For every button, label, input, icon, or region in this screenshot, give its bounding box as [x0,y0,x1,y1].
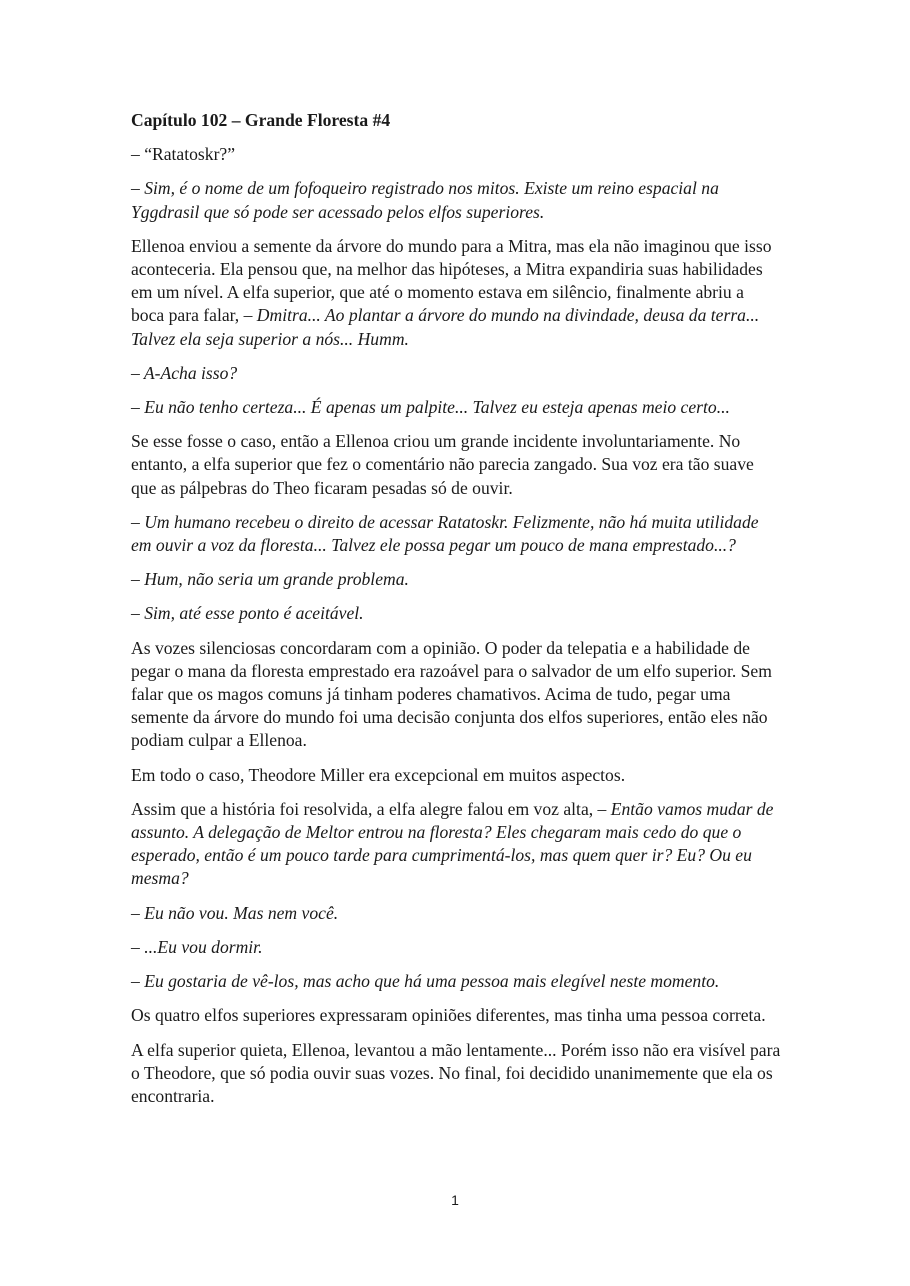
page-number: 1 [451,1192,459,1208]
italic-text: – A-Acha isso? [131,362,238,383]
italic-text: – Hum, não seria um grande problema. [131,569,409,590]
text-run: A elfa superior quieta, Ellenoa, levantou a mão lentamente... Porém isso não era visível para o Theodore, que só podia ouvir suas vozes. No final, foi decidido unanimemente que ela os encontraria. [131,1039,781,1106]
text-run: – “Ratatoskr?” [131,144,236,165]
paragraph [131,177,781,223]
italic-text: – Um humano recebeu o direito de acessar Ratatoskr. Felizmente, não há muita utilidade em ouvir a voz da floresta... Talvez ele possa pegar um pouco de mana emprestado...? [131,511,759,556]
paragraph [131,764,781,787]
chapter-title: Capítulo 102 – Grande Floresta #4 [131,110,391,130]
text-run: Em todo o caso, Theodore Miller era excepcional em muitos aspectos. [131,764,626,785]
text-run: Assim que a história foi resolvida, a elfa alegre falou em voz alta, – [131,798,611,819]
italic-text: – Eu não vou. Mas nem você. [131,902,339,923]
paragraph [131,568,781,591]
paragraph [131,396,781,419]
italic-text: Então vamos mudar de assunto. A delegação de Meltor entrou na floresta? Eles chegaram mais cedo do que o esperado, então é um pouco tarde para cumprimentá-los, mas quem quer ir? Eu? Ou eu mesma? [131,798,774,889]
italic-text: – Eu não tenho certeza... É apenas um palpite... Talvez eu esteja apenas meio certo... [131,397,730,418]
paragraph [131,1004,781,1027]
italic-text: ...Eu vou dormir. [144,936,263,957]
italic-text: – Sim, até esse ponto é aceitável. [131,603,364,624]
paragraph [131,602,781,625]
paragraph [131,511,781,557]
paragraph [131,430,781,500]
paragraph [131,970,781,993]
paragraph [131,235,781,351]
document-page [131,109,781,1119]
text-run: Os quatro elfos superiores expressaram opiniões diferentes, mas tinha uma pessoa correta. [131,1005,766,1026]
paragraph [131,936,781,959]
paragraph [131,362,781,385]
paragraph [131,902,781,925]
text-run: As vozes silenciosas concordaram com a opinião. O poder da telepatia e a habilidade de pegar o mana da floresta emprestado era razoável para o salvador de um elfo superior. Sem falar que os magos comuns já tinham poderes chamativos. Acima de tudo, pegar uma semente da árvore do mundo foi uma decisão conjunta dos elfos superiores, então eles não podiam culpar a Ellenoa. [131,637,772,751]
text-run: Ellenoa enviou a semente da árvore do mundo para a Mitra, mas ela não imaginou que isso aconteceria. Ela pensou que, na melhor das hipóteses, a Mitra expandiria suas habilidades em um nível. A elfa superior, que até o momento estava em silêncio, finalmente abriu a boca para falar, – [131,235,772,326]
italic-text: – Eu gostaria de vê-los, mas acho que há uma pessoa mais elegível neste momento. [131,971,720,992]
paragraph [131,798,781,891]
text-run: – [131,936,145,957]
body-text [131,143,781,1108]
text-run: Se esse fosse o caso, então a Ellenoa criou um grande incidente involuntariamente. No entanto, a elfa superior que fez o comentário não parecia zangado. Sua voz era tão suave que as pálpebras do Theo ficaram pesadas só de ouvir. [131,431,754,498]
paragraph [131,1039,781,1109]
italic-text: Dmitra... Ao plantar a árvore do mundo na divindade, deusa da terra... Talvez ela seja superior a nós... Humm. [131,305,760,349]
paragraph [131,143,781,166]
paragraph [131,637,781,753]
italic-text: – Sim, é o nome de um fofoqueiro registrado nos mitos. Existe um reino espacial na Yggdrasil que só pode ser acessado pelos elfos superiores. [131,178,719,222]
